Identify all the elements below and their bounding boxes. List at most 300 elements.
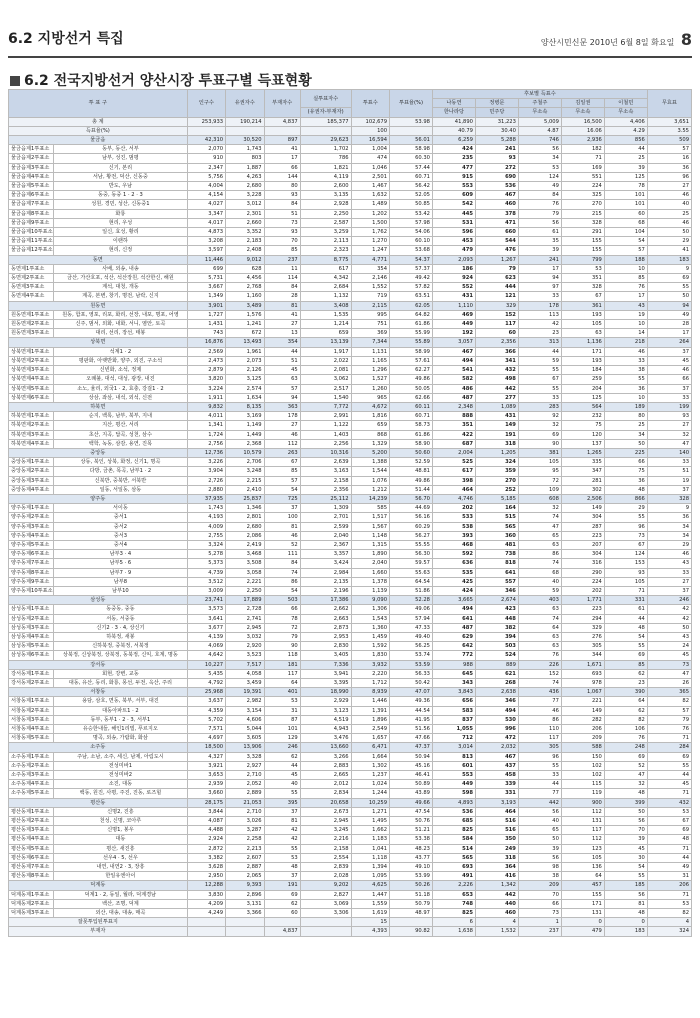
section-title-text: 6.2 전국지방선거 양산시장 투표구별 득표현황 <box>24 73 312 89</box>
cell-value: 4,209 <box>187 899 225 908</box>
cell-value: 10,316 <box>300 448 351 457</box>
cell-value <box>226 927 264 936</box>
cell-value: 85 <box>264 246 300 255</box>
station-area: 일신, 효성, 황리 <box>54 228 187 237</box>
cell-value: 237 <box>518 927 561 936</box>
station-row <box>9 292 692 301</box>
cell-value: 2,113 <box>300 237 351 246</box>
station-row <box>9 550 692 559</box>
col-absentee: 부재자수 <box>264 90 300 118</box>
district-row <box>9 798 692 807</box>
station-row <box>9 476 692 485</box>
station-row <box>9 577 692 586</box>
cell-value <box>264 918 300 927</box>
station-row <box>9 872 692 881</box>
cell-value: 56.42 <box>390 182 433 191</box>
station-area: 상북정, 신상북정, 상북정, 동북정, 신익, 호계, 명동 <box>54 651 187 660</box>
cell-value: 4,011 <box>187 412 225 421</box>
station-name: 상북면제1투표소 <box>9 347 54 356</box>
cell-value: 64 <box>518 623 561 632</box>
cell-value: 712 <box>432 734 475 743</box>
cell-value: 26 <box>647 679 691 688</box>
cell-value: 54 <box>264 586 300 595</box>
row-label: 중앙동 <box>9 448 188 457</box>
cell-value: 114 <box>264 274 300 283</box>
cell-value: 530 <box>475 715 518 724</box>
cell-value: 7,517 <box>226 660 264 669</box>
cell-value: 448 <box>475 614 518 623</box>
cell-value: 93 <box>264 228 300 237</box>
cell-value: 59 <box>518 356 561 365</box>
cell-value: 1,671 <box>561 660 604 669</box>
cell-value: 105 <box>561 853 604 862</box>
station-area: 소진, 대동 <box>54 780 187 789</box>
cell-value: 3,660 <box>187 789 225 798</box>
cell-value: 131 <box>561 817 604 826</box>
cell-value: 9 <box>647 504 691 513</box>
cell-value: 2,680 <box>226 522 264 531</box>
cell-value: 476 <box>475 246 518 255</box>
cell-value: 2,213 <box>226 844 264 853</box>
cell-value: 424 <box>432 586 475 595</box>
cell-value: 4,519 <box>300 715 351 724</box>
cell-value: 59.57 <box>390 559 433 568</box>
cell-value: 9,832 <box>187 402 225 411</box>
row-label: 물금읍 <box>9 136 188 145</box>
cell-value: 224 <box>561 182 604 191</box>
cell-value: 1,341 <box>187 421 225 430</box>
cell-value: 2,701 <box>300 513 351 522</box>
cell-value: 48 <box>604 909 647 918</box>
cell-value: 2,879 <box>187 366 225 375</box>
cell-value: 69 <box>518 430 561 439</box>
cell-value: 331 <box>604 596 647 605</box>
cell-value: 105 <box>561 320 604 329</box>
cell-value: 422 <box>432 430 475 439</box>
cell-value: 617 <box>300 264 351 273</box>
cell-value: 1,890 <box>351 550 389 559</box>
cell-value <box>390 126 433 135</box>
cell-value: 536 <box>432 807 475 816</box>
cell-value: 94 <box>647 301 691 310</box>
station-row <box>9 835 692 844</box>
cell-value: 3,408 <box>300 301 351 310</box>
cell-value: 58.98 <box>390 145 433 154</box>
cell-value: 54.37 <box>390 255 433 264</box>
cell-value: 118 <box>264 651 300 660</box>
cell-value: 3,921 <box>187 761 225 770</box>
cand5-name: 이철민 <box>604 99 647 108</box>
cell-value: 67 <box>647 817 691 826</box>
cell-value: 86 <box>264 577 300 586</box>
cell-value: 2,768 <box>226 283 264 292</box>
cell-value: 25 <box>604 154 647 163</box>
cell-value: 46 <box>647 550 691 559</box>
cell-value: 53 <box>264 853 300 862</box>
cell-value: 1,592 <box>351 642 389 651</box>
cell-value: 27 <box>647 182 691 191</box>
cell-value: 4,697 <box>187 734 225 743</box>
cell-value: 1,132 <box>300 292 351 301</box>
cell-value: 4,327 <box>187 752 225 761</box>
cell-value: 382 <box>475 623 518 632</box>
station-name: 양주동제3투표소 <box>9 522 54 531</box>
station-name: 서창동제4투표소 <box>9 725 54 734</box>
cell-value: 202 <box>561 586 604 595</box>
cell-value: 164 <box>475 504 518 513</box>
cell-value: 552 <box>432 283 475 292</box>
cell-value: 471 <box>475 218 518 227</box>
station-row <box>9 568 692 577</box>
cell-value: 19,391 <box>226 688 264 697</box>
cell-value <box>226 918 264 927</box>
cell-value: 95 <box>518 467 561 476</box>
cell-value: 4,488 <box>187 826 225 835</box>
cell-value: 246 <box>264 743 300 752</box>
cell-value: 224 <box>561 577 604 586</box>
station-name: 평산동제6투표소 <box>9 853 54 862</box>
cell-value: 65 <box>518 826 561 835</box>
cell-value: 109 <box>518 485 561 494</box>
cell-value: 56 <box>604 817 647 826</box>
cell-value: 78 <box>264 614 300 623</box>
special-title: 6.2 지방선거 특집 <box>8 31 124 47</box>
cell-value: 1,247 <box>351 246 389 255</box>
cell-value: 58.99 <box>390 347 433 356</box>
cell-value: 3,224 <box>187 384 225 393</box>
cell-value: 424 <box>432 145 475 154</box>
cell-value: 3,123 <box>300 706 351 715</box>
cell-value: 2,368 <box>226 439 264 448</box>
cell-value: 445 <box>432 209 475 218</box>
cell-value <box>226 126 264 135</box>
cell-value: 4,249 <box>187 909 225 918</box>
cell-value: 442 <box>518 798 561 807</box>
cell-value: 65 <box>518 531 561 540</box>
cell-value: 193 <box>561 356 604 365</box>
station-name: 원동면제3투표소 <box>9 329 54 338</box>
cell-value: 53.74 <box>390 651 433 660</box>
cell-value: 2,880 <box>187 485 225 494</box>
station-name: 삼성동제5투표소 <box>9 642 54 651</box>
cell-value: 3,058 <box>226 568 264 577</box>
cell-value: 553 <box>432 771 475 780</box>
station-row <box>9 356 692 365</box>
cell-value: 64 <box>561 872 604 881</box>
cell-value: 31,223 <box>475 117 518 126</box>
station-area: 남부8 <box>54 577 187 586</box>
cell-value: 2,945 <box>300 817 351 826</box>
station-row <box>9 771 692 780</box>
cell-value: 3,653 <box>187 771 225 780</box>
cell-value: 4,642 <box>187 651 225 660</box>
station-area: 현리, 신정 <box>54 246 187 255</box>
cand1-party: 한나라당 <box>432 108 475 117</box>
cell-value: 5,731 <box>187 274 225 283</box>
cell-value: 1,183 <box>351 835 389 844</box>
cell-value: 1,559 <box>351 899 389 908</box>
cell-value: 40 <box>518 577 561 586</box>
cell-value: 66 <box>604 458 647 467</box>
cell-value: 1,378 <box>351 577 389 586</box>
cell-value: 660 <box>475 228 518 237</box>
station-area: 선우4 · 5, 선우 <box>54 853 187 862</box>
cell-value: 592 <box>432 550 475 559</box>
row-label: 동면 <box>9 255 188 264</box>
cell-value: 3,328 <box>226 752 264 761</box>
cell-value: 225 <box>604 448 647 457</box>
cell-value: 5,200 <box>351 448 389 457</box>
cell-value: 2,158 <box>300 844 351 853</box>
cell-value: 318 <box>475 853 518 862</box>
cell-value: 181 <box>264 660 300 669</box>
station-area: 전성미바2 <box>54 771 187 780</box>
cell-value: 28,175 <box>187 798 225 807</box>
cell-value: 47.07 <box>390 688 433 697</box>
cell-value: 3,904 <box>187 467 225 476</box>
cell-value: 152 <box>475 310 518 319</box>
cell-value: 2,982 <box>226 697 264 706</box>
station-name: 강서동제1투표소 <box>9 669 54 678</box>
cell-value: 17,386 <box>300 596 351 605</box>
row-label: 득표율(%) <box>9 126 188 135</box>
cell-value: 49 <box>518 182 561 191</box>
station-name: 물금읍제9투표소 <box>9 218 54 227</box>
cell-value: 474 <box>351 154 389 163</box>
cell-value: 69 <box>264 890 300 899</box>
cell-value: 186 <box>432 264 475 273</box>
cell-value: 84 <box>264 559 300 568</box>
station-name: 양주동제9투표소 <box>9 577 54 586</box>
cell-value: 318 <box>475 439 518 448</box>
station-name: 덕계동제3투표소 <box>9 909 54 918</box>
cell-value: 48.23 <box>390 844 433 853</box>
row-label: 덕계동 <box>9 881 188 890</box>
station-area: 신주, 범서, 외화, 내화, 서니, 염안, 토곡 <box>54 320 187 329</box>
cell-value: 55 <box>518 384 561 393</box>
cell-value: 4,058 <box>226 669 264 678</box>
cell-value: 659 <box>351 421 389 430</box>
cell-value: 690 <box>475 172 518 181</box>
cell-value: 64 <box>264 679 300 688</box>
station-row <box>9 890 692 899</box>
cell-value: 8,939 <box>351 688 389 697</box>
cell-value: 1,136 <box>561 338 604 347</box>
cell-value: 444 <box>475 283 518 292</box>
cell-value: 14 <box>604 329 647 338</box>
cell-value: 1,632 <box>351 191 389 200</box>
cell-value: 440 <box>475 899 518 908</box>
cell-value: 825 <box>432 826 475 835</box>
cell-value: 17 <box>647 329 691 338</box>
cell-value: 743 <box>187 329 225 338</box>
cell-value: 1,664 <box>351 752 389 761</box>
cell-value: 2,410 <box>226 485 264 494</box>
col-actual: 실투표자수 <box>300 90 351 108</box>
cell-value: 36 <box>647 513 691 522</box>
station-name: 상북면제4투표소 <box>9 375 54 384</box>
cell-value: 111 <box>264 550 300 559</box>
cell-value: 67 <box>518 375 561 384</box>
cell-value: 596 <box>432 228 475 237</box>
cell-value: 54.06 <box>390 228 433 237</box>
cell-value: 3,135 <box>300 191 351 200</box>
cell-value: 94 <box>264 393 300 402</box>
district-row <box>9 660 692 669</box>
cell-value: 1,403 <box>300 430 351 439</box>
cell-value: 72 <box>264 623 300 632</box>
station-row <box>9 504 692 513</box>
station-area: 동중동, 중동 <box>54 605 187 614</box>
cell-value: 487 <box>432 623 475 632</box>
cell-value: 2,830 <box>300 642 351 651</box>
cell-value: 50.89 <box>390 780 433 789</box>
cell-value: 469 <box>432 310 475 319</box>
cell-value: 350 <box>475 835 518 844</box>
cell-value: 85 <box>604 660 647 669</box>
summary-row <box>9 918 692 927</box>
station-area: 오례불, 대석, 대성, 광장, 내진 <box>54 375 187 384</box>
cell-value: 49.10 <box>390 863 433 872</box>
cell-value: 3,193 <box>475 798 518 807</box>
station-row <box>9 789 692 798</box>
station-area: 남부3 · 4 <box>54 550 187 559</box>
cell-value: 1,535 <box>300 310 351 319</box>
cell-value: 467 <box>475 752 518 761</box>
cell-value: 4,069 <box>187 642 225 651</box>
cell-value: 16,594 <box>351 136 389 145</box>
cell-value: 60.71 <box>390 172 433 181</box>
station-name: 양주동제10투표소 <box>9 586 54 595</box>
cell-value: 45.16 <box>390 761 433 770</box>
cell-value: 2,158 <box>300 476 351 485</box>
cell-value: 276 <box>561 632 604 641</box>
cell-value: 49.42 <box>390 274 433 283</box>
cell-value: 304 <box>561 550 604 559</box>
cell-value: 2,256 <box>300 439 351 448</box>
cell-value: 1,887 <box>226 163 264 172</box>
cell-value: 50 <box>604 807 647 816</box>
cell-value: 112 <box>264 439 300 448</box>
cell-value: 1,552 <box>351 283 389 292</box>
cell-value: 69 <box>604 651 647 660</box>
cell-value: 4,873 <box>187 228 225 237</box>
station-area: 유승한내들, 해인1리빌, 푸르지오 <box>54 725 187 734</box>
cell-value: 4,017 <box>187 218 225 227</box>
cell-value: 53.99 <box>390 872 433 881</box>
cell-value: 535 <box>432 568 475 577</box>
cell-value: 341 <box>475 356 518 365</box>
cell-value: 125 <box>561 393 604 402</box>
cell-value: 699 <box>187 264 225 273</box>
cell-value: 2,146 <box>351 274 389 283</box>
cell-value: 79 <box>475 264 518 273</box>
cell-value: 41.95 <box>390 715 433 724</box>
cell-value: 1,309 <box>300 504 351 513</box>
cell-value: 628 <box>226 264 264 273</box>
station-name: 상북면제2투표소 <box>9 356 54 365</box>
cell-value: 347 <box>561 467 604 476</box>
cell-value: 45 <box>647 651 691 660</box>
cell-value: 1,110 <box>432 301 475 310</box>
station-row <box>9 697 692 706</box>
cell-value: 80 <box>264 182 300 191</box>
cell-value: 3,843 <box>432 688 475 697</box>
cell-value: 431 <box>432 292 475 301</box>
cell-value: 62.27 <box>390 366 433 375</box>
summary-row <box>9 927 692 936</box>
cell-value: 584 <box>432 835 475 844</box>
cell-value: 112 <box>561 835 604 844</box>
cell-value: 432 <box>475 366 518 375</box>
cell-value: 46.41 <box>390 771 433 780</box>
cell-value: 467 <box>432 347 475 356</box>
cell-value: 30.40 <box>475 126 518 135</box>
cell-value: 17,889 <box>226 596 264 605</box>
cell-value: 3,489 <box>226 301 264 310</box>
cell-value: 582 <box>432 375 475 384</box>
cell-value: 1,346 <box>226 504 264 513</box>
cell-value: 3,628 <box>187 863 225 872</box>
cell-value: 1,122 <box>300 421 351 430</box>
cell-value: 1,004 <box>351 145 389 154</box>
station-name: 소주동제3투표소 <box>9 771 54 780</box>
station-area: 천성, 신명, 코아루 <box>54 817 187 826</box>
cell-value: 4,393 <box>351 927 389 936</box>
cell-value: 36 <box>604 476 647 485</box>
cell-value: 272 <box>475 163 518 172</box>
station-area: 이랜하 <box>54 237 187 246</box>
cell-value: 96 <box>518 752 561 761</box>
cell-value: 565 <box>432 853 475 862</box>
cell-value: 1,315 <box>351 540 389 549</box>
cell-value: 1,447 <box>351 890 389 899</box>
cell-value: 55.99 <box>390 329 433 338</box>
cell-value: 9,090 <box>351 596 389 605</box>
cell-value: 10,579 <box>226 448 264 457</box>
cell-value: 1,271 <box>351 807 389 816</box>
station-name: 물금읍제5투표소 <box>9 182 54 191</box>
cell-value: 524 <box>475 651 518 660</box>
cell-value: 50.85 <box>390 200 433 209</box>
station-name: 평산동제8투표소 <box>9 872 54 881</box>
cell-value: 33 <box>647 568 691 577</box>
cell-value: 1,139 <box>351 586 389 595</box>
cell-value: 491 <box>432 872 475 881</box>
cell-value: 283 <box>518 402 561 411</box>
cell-value: 2,408 <box>226 246 264 255</box>
cell-value: 361 <box>561 301 604 310</box>
station-area: 동중, 동중 1 · 2 · 3 <box>54 191 187 200</box>
cell-value: 494 <box>432 605 475 614</box>
station-area: 평판화, 아랫반화, 양주, 외진, 구소석 <box>54 356 187 365</box>
cell-value: 78 <box>604 182 647 191</box>
cell-value: 53 <box>518 163 561 172</box>
cell-value: 5,435 <box>187 669 225 678</box>
cell-value: 53.42 <box>390 209 433 218</box>
cell-value: 54 <box>604 863 647 872</box>
cell-value: 23,741 <box>187 596 225 605</box>
cell-value: 399 <box>604 798 647 807</box>
cell-value: 335 <box>561 458 604 467</box>
cell-value: 2,065 <box>226 872 264 881</box>
cell-value: 856 <box>604 136 647 145</box>
cell-value: 1,202 <box>351 209 389 218</box>
cell-value: 52.28 <box>390 596 433 605</box>
cell-value: 41 <box>647 246 691 255</box>
cell-value: 2,323 <box>300 246 351 255</box>
cell-value: 49.86 <box>390 476 433 485</box>
